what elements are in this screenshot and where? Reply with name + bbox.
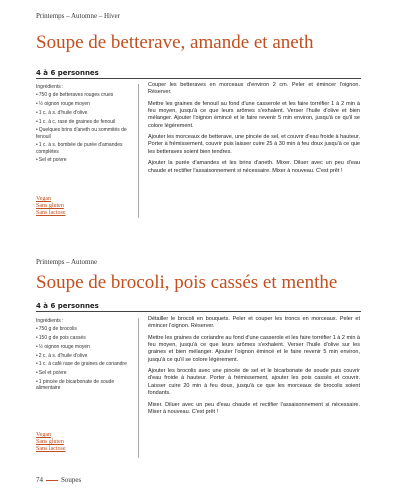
recipe1-column-separator xyxy=(138,84,139,218)
recipe-step: Couper les betteraves en morceaux d'environ 2 cm. Peler et émincer l'oignon. Réserver. xyxy=(148,82,360,96)
ingredient-item: • 1 pincée de bicarbonate de soude alimentaire xyxy=(36,379,134,391)
ingredient-item: • ½ oignon rouge moyen xyxy=(36,101,134,107)
tag-vegan: Vegan xyxy=(36,196,51,202)
ingredient-item: • 2 c. à s. d'huile d'olive xyxy=(36,353,134,359)
ingredient-item: • 1 c. à s. d'huile d'olive xyxy=(36,110,134,116)
recipe2-ingredient-list xyxy=(36,326,134,391)
section-name: Soupes xyxy=(61,476,82,484)
tag-lactose-free: Sans lactose xyxy=(36,210,66,216)
recipe2-ingredients xyxy=(36,318,134,394)
recipe-step: Détailler le brocoli en bouquets. Peler et couper les troncs en morceaux. Peler et émincer l'oignon. Réserver. xyxy=(148,316,360,330)
ingredient-item: • 750 g de brocolis xyxy=(36,326,134,332)
recipe2-title: Soupe de brocoli, pois cassés et menthe xyxy=(36,272,338,293)
recipe1-ingredients-header: Ingrédients : xyxy=(36,84,64,90)
recipe-step: Ajouter les brocolis avec une pincée de sel et le bicarbonate de soude puis couvrir d'eau froide à hauteur. Porter à frémissement, ajouter les pois cassés et couvrir. Laisser cuire 20 min à feu doux, jusqu'à ce que les morceaux de brocolis soient fondants. xyxy=(148,368,360,396)
ingredient-item: • 750 g de betteraves rouges crues xyxy=(36,92,134,98)
recipe1-season: Printemps – Automne – Hiver xyxy=(36,12,120,20)
recipe2-ingredients-header: Ingrédients : xyxy=(36,318,64,324)
recipe2-steps xyxy=(148,316,360,420)
tag-gluten-free: Sans gluten xyxy=(36,439,64,445)
recipe-step: Ajouter les morceaux de betterave, une pincée de sel, et couvrir d'eau froide à hauteur. Porter à frémissement, couvrir puis laisser cuire 25 à 30 min à feu doux jusqu'à ce que les betteraves soient bien tendres. xyxy=(148,134,360,155)
recipe1-steps xyxy=(148,82,360,179)
recipe-step: Mettre les graines de fenouil au fond d'une casserole et les faire torréfier 1 à 2 min à feu moyen, jusqu'à ce que leurs arômes s'exhalent. Verser l'huile d'olive et bien mélanger. Ajouter l'oignon émincé et le faire revenir 5 min environ, jusqu'à ce qu'il se colore légèrement. xyxy=(148,100,360,129)
recipe2-divider xyxy=(36,311,361,312)
recipe1-tags xyxy=(36,196,66,217)
recipe2-season: Printemps – Automne xyxy=(36,258,98,266)
recipe1-serves: 4 à 6 personnes xyxy=(36,69,99,77)
ingredient-item: • Sel et poivre xyxy=(36,370,134,376)
tag-vegan: Vegan xyxy=(36,432,51,438)
ingredient-item: • 1 c. à café rase de graines de coriandre xyxy=(36,361,134,367)
recipe-step: Ajouter la purée d'amandes et les brins d'aneth. Mixer. Diluer avec un peu d'eau chaude et rectifier l'assaisonnement si nécessaire. Mixer à nouveau. C'est prêt ! xyxy=(148,160,360,174)
tag-gluten-free: Sans gluten xyxy=(36,203,64,209)
ingredient-item: • 1 c. à s. bombée de purée d'amandes complètes xyxy=(36,142,134,154)
tag-lactose-free: Sans lactose xyxy=(36,446,66,452)
recipe2-column-separator xyxy=(138,318,139,458)
page-number: 74 xyxy=(36,476,43,484)
page-footer xyxy=(36,476,81,484)
ingredient-item: • 150 g de pois cassés xyxy=(36,335,134,341)
recipe2-tags xyxy=(36,432,66,453)
ingredient-item: • Quelques brins d'aneth ou sommités de fenouil xyxy=(36,127,134,139)
recipe1-divider xyxy=(36,78,361,79)
recipe1-ingredient-list xyxy=(36,92,134,163)
recipe1-ingredients xyxy=(36,84,134,166)
recipe-step: Mixer. Diluer avec un peu d'eau chaude et rectifier l'assaisonnement si nécessaire. Mixer à nouveau. C'est prêt ! xyxy=(148,401,360,415)
recipe2-serves: 4 à 6 personnes xyxy=(36,302,99,310)
ingredient-item: • Sel et poivre xyxy=(36,157,134,163)
recipe1-title: Soupe de betterave, amande et aneth xyxy=(36,32,314,53)
recipe-step: Mettre les graines de coriandre au fond d'une casserole et les faire torréfier 1 à 2 min à feu moyen, jusqu'à ce que leurs arômes s'exhalent. Verser l'huile d'olive sur les graines et bien mélanger. Ajouter l'oignon émincé et le faire revenir 5 min environ, jusqu'à ce qu'il se colore légèrement. xyxy=(148,334,360,363)
ingredient-item: • ½ oignon rouge moyen xyxy=(36,344,134,350)
footer-dash xyxy=(46,480,58,481)
ingredient-item: • 1 c. à c. rase de graines de fenouil xyxy=(36,119,134,125)
